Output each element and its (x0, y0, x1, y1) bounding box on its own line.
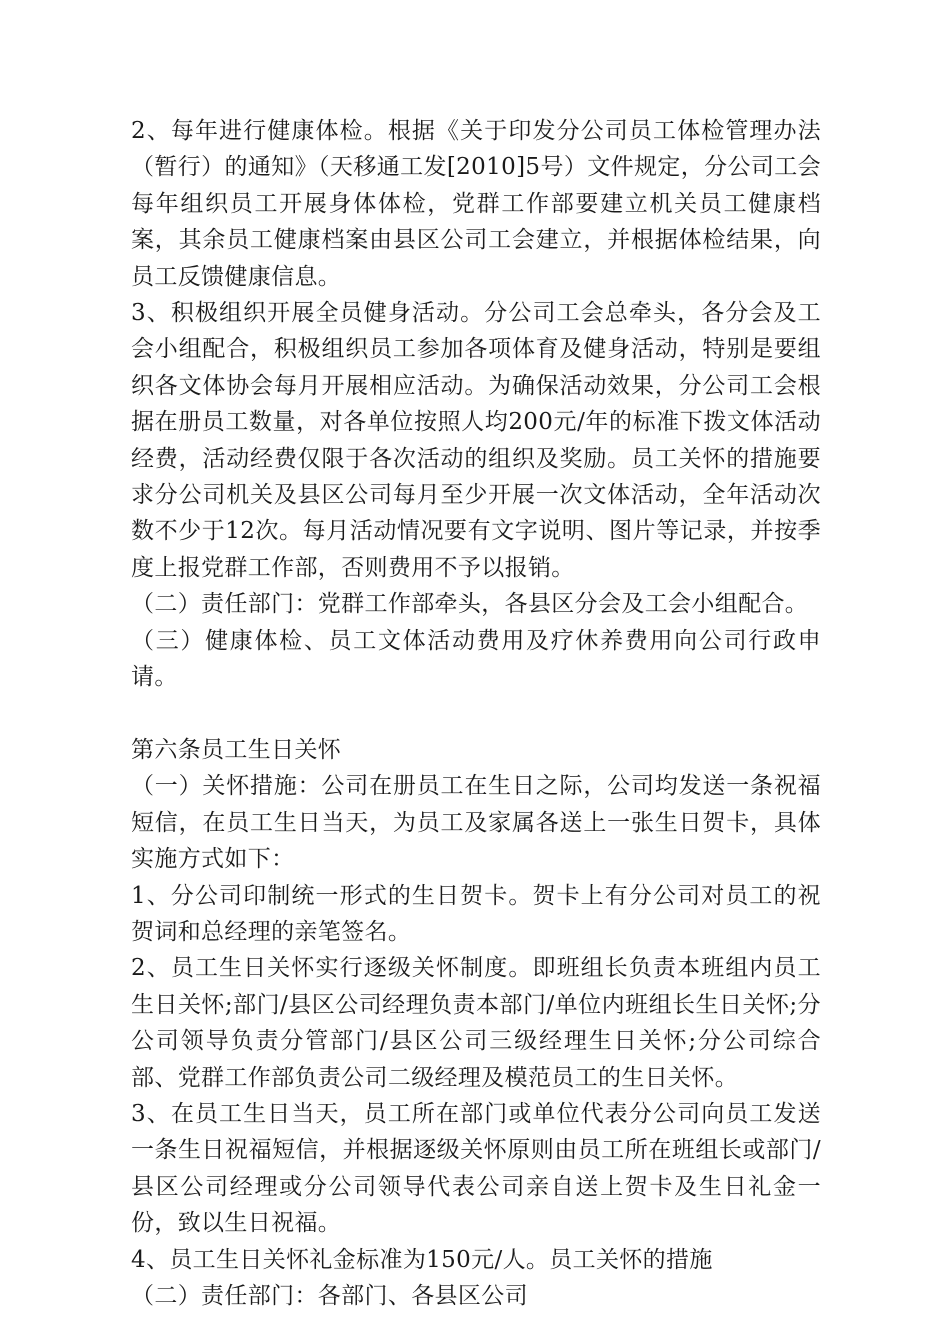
paragraph-gift-standard: 4、员工生日关怀礼金标准为150元/人。员工关怀的措施 (131, 1246, 713, 1273)
paragraph-spacer (131, 696, 821, 732)
paragraph-birthday-card: 1、分公司印制统一形式的生日贺卡。贺卡上有分公司对员工的祝贺词和总经理的亲笔签名。 (131, 882, 821, 945)
paragraph-tiered-care: 2、员工生日关怀实行逐级关怀制度。即班组长负责本班组内员工生日关怀;部门/县区公司经理负责本部门/单位内班组长生日关怀;分公司领导负责分管部门/县区公司三级经理生日关怀;分公司综合部、党群工作部负责公司二级经理及模范员工的生日关怀。 (131, 955, 821, 1091)
paragraph-care-measures: （一）关怀措施：公司在册员工在生日之际，公司均发送一条祝福短信，在员工生日当天，为员工及家属各送上一张生日贺卡，具体实施方式如下： (131, 773, 821, 873)
paragraph-birthday-responsible-dept: （二）责任部门：各部门、各县区公司 (131, 1282, 528, 1309)
paragraph-expense-application: （三）健康体检、员工文体活动费用及疗休养费用向公司行政申请。 (131, 627, 821, 691)
paragraph-fitness-activities: 3、积极组织开展全员健身活动。分公司工会总牵头，各分会及工会小组配合，积极组织员工参加各项体育及健身活动，特别是要组织各文体协会每月开展相应活动。为确保活动效果，分公司工会根据在册员工数量，对各单位按照人均200元/年的标准下拨文体活动经费，活动经费仅限于各次活动的组织及奖励。员工关怀的措施要求分公司机关及县区公司每月至少开展一次文体活动，全年活动次数不少于12次。每月活动情况要有文字说明、图片等记录，并按季度上报党群工作部，否则费用不予以报销。 (131, 300, 821, 581)
paragraph-health-checkup: 2、每年进行健康体检。根据《关于印发分公司员工体检管理办法（暂行）的通知》（天移通工发[2010]5号）文件规定，分公司工会每年组织员工开展身体体检，党群工作部要建立机关员工健康档案，其余员工健康档案由县区公司工会建立，并根据体检结果，向员工反馈健康信息。 (131, 118, 821, 290)
document-body (131, 113, 821, 1314)
paragraph-birthday-sms: 3、在员工生日当天，员工所在部门或单位代表分公司向员工发送一条生日祝福短信，并根据逐级关怀原则由员工所在班组长或部门/县区公司经理或分公司领导代表公司亲自送上贺卡及生日礼金一份，致以生日祝福。 (131, 1100, 821, 1237)
section-heading-birthday-care: 第六条员工生日关怀 (131, 736, 342, 763)
paragraph-responsible-dept: （二）责任部门：党群工作部牵头，各县区分会及工会小组配合。 (131, 591, 809, 618)
